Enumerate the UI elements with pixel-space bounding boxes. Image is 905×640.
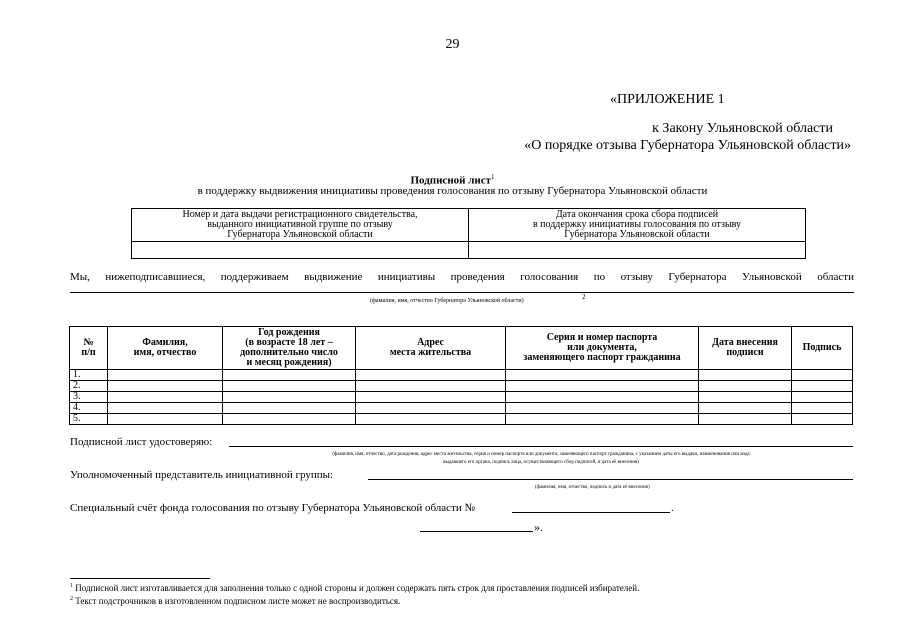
row-number: 2.	[70, 381, 108, 392]
header-passport	[506, 327, 699, 370]
header-line: заменяющего паспорт гражданина	[523, 352, 681, 363]
cell-signature-date[interactable]	[699, 370, 792, 381]
sheet-title-text: Подписной лист	[410, 174, 492, 187]
table-row	[70, 392, 853, 403]
footnote-divider	[70, 578, 210, 579]
cell-birth-year[interactable]	[223, 414, 356, 425]
representative-hint: (фамилия, имя, отчество, подпись и дата её внесения)	[535, 485, 650, 490]
cell-full-name[interactable]	[108, 370, 223, 381]
footnote-text: Текст подстрочников в изготовленном подписном листе может не воспроизводиться.	[75, 596, 401, 606]
header-line: п/п	[81, 347, 96, 358]
certification-line[interactable]	[229, 446, 853, 447]
header-line: Серия и номер паспорта	[546, 332, 658, 343]
header-birth-year	[223, 327, 356, 370]
table-row	[70, 414, 853, 425]
footnote-1	[70, 583, 639, 593]
cell-signature[interactable]	[792, 370, 853, 381]
registration-header-cell	[132, 209, 469, 242]
certification-hint-line1: (фамилия, имя, отчество, дата рождения, адрес места жительства, серия и номер паспорта или документа, заменяющего паспорт гражданина, с указанием даты его выдачи, наименования или кода	[332, 452, 750, 457]
appendix-title: «ПРИЛОЖЕНИЕ 1	[610, 92, 725, 107]
cell-full-name[interactable]	[108, 392, 223, 403]
cell-birth-year[interactable]	[223, 403, 356, 414]
footnote-number: 1	[70, 583, 73, 589]
registration-header-line: Губернатора Ульяновской области	[227, 229, 373, 240]
header-line: или документа,	[567, 342, 637, 353]
footnote-text: Подписной лист изготавливается для заполнения только с одной стороны и должен содержать пять строк для проставления подписей избирателей.	[75, 583, 640, 593]
footnote-number: 2	[70, 596, 73, 602]
cell-birth-year[interactable]	[223, 370, 356, 381]
cell-full-name[interactable]	[108, 403, 223, 414]
cell-birth-year[interactable]	[223, 392, 356, 403]
cell-birth-year[interactable]	[223, 381, 356, 392]
cell-signature[interactable]	[792, 414, 853, 425]
cell-signature[interactable]	[792, 381, 853, 392]
header-line: Адрес	[417, 337, 444, 348]
governor-name-hint: (фамилия, имя, отчество Губернатора Ульяновской области)	[370, 298, 524, 304]
cell-address[interactable]	[356, 403, 506, 414]
law-reference-line2: «О порядке отзыва Губернатора Ульяновской области»	[524, 138, 851, 153]
law-reference-line1: к Закону Ульяновской области	[652, 121, 833, 136]
cell-signature-date[interactable]	[699, 381, 792, 392]
cell-passport[interactable]	[506, 392, 699, 403]
table-row	[70, 370, 853, 381]
closing-line	[420, 531, 533, 532]
representative-line[interactable]	[368, 479, 853, 480]
representative-label: Уполномоченный представитель инициативной группы:	[70, 469, 334, 481]
cell-signature[interactable]	[792, 392, 853, 403]
cell-address[interactable]	[356, 381, 506, 392]
registration-table	[131, 208, 806, 259]
closing-quote: ».	[534, 520, 543, 534]
header-line: имя, отчество	[133, 347, 197, 358]
cell-full-name[interactable]	[108, 414, 223, 425]
cell-address[interactable]	[356, 392, 506, 403]
footnote-ref-2: 2	[582, 293, 586, 301]
signature-table-header	[70, 327, 853, 370]
cell-signature-date[interactable]	[699, 403, 792, 414]
header-number	[70, 327, 108, 370]
account-number-line[interactable]	[512, 512, 670, 513]
header-full-name	[108, 327, 223, 370]
registration-value-cell[interactable]	[132, 242, 469, 259]
row-number: 5.	[70, 414, 108, 425]
row-number: 4.	[70, 403, 108, 414]
sheet-subtitle: в поддержку выдвижения инициативы проведения голосования по отзыву Губернатора Ульяновской области	[197, 185, 708, 197]
header-line: места жительства	[389, 347, 472, 358]
cell-signature-date[interactable]	[699, 392, 792, 403]
deadline-value-cell[interactable]	[469, 242, 806, 259]
table-row	[70, 403, 853, 414]
account-label: Специальный счёт фонда голосования по отзыву Губернатора Ульяновской области №	[70, 502, 476, 514]
registration-header-line: выданного инициативной группе по отзыву	[207, 219, 393, 230]
deadline-header-line: Губернатора Ульяновской области	[564, 229, 710, 240]
certification-hint	[229, 451, 853, 467]
row-number: 3.	[70, 392, 108, 403]
certification-label: Подписной лист удостоверяю:	[70, 436, 213, 448]
registration-header-line: Номер и дата выдачи регистрационного свидетельства,	[182, 209, 418, 220]
header-line: №	[83, 337, 94, 348]
header-line: Год рождения	[258, 327, 320, 338]
page-number: 29	[445, 37, 460, 52]
signature-table	[69, 326, 853, 425]
cell-passport[interactable]	[506, 414, 699, 425]
header-line: (в возрасте 18 лет –	[245, 337, 333, 348]
certification-hint-line2: выдавшего его органа, подпись лица, осуществляющего сбор подписей, и дата её внесения)	[443, 460, 639, 465]
header-line: Подпись	[802, 342, 842, 353]
header-line: и месяц рождения)	[246, 357, 332, 368]
cell-address[interactable]	[356, 414, 506, 425]
footnote-ref-1: 1	[491, 173, 495, 181]
account-end-mark: .	[671, 502, 674, 514]
deadline-header-line: Дата окончания срока сбора подписей	[555, 209, 719, 220]
header-line: дополнительно число	[240, 347, 338, 358]
support-statement: Мы, нижеподписавшиеся, поддерживаем выдвижение инициативы проведения голосования по отзыву Губернатора Ульяновской области	[70, 271, 854, 283]
header-signature	[792, 327, 853, 370]
deadline-header-line: в поддержку инициативы голосования по отзыву	[532, 219, 742, 230]
cell-signature[interactable]	[792, 403, 853, 414]
cell-passport[interactable]	[506, 370, 699, 381]
header-line: Фамилия,	[142, 337, 188, 348]
table-row	[70, 381, 853, 392]
cell-address[interactable]	[356, 370, 506, 381]
header-line: Дата внесения	[712, 337, 778, 348]
header-address	[356, 327, 506, 370]
row-number: 1.	[70, 370, 108, 381]
footnote-2	[70, 596, 400, 606]
governor-name-line[interactable]	[70, 292, 854, 293]
deadline-header-cell	[469, 209, 806, 242]
cell-passport[interactable]	[506, 403, 699, 414]
cell-passport[interactable]	[506, 381, 699, 392]
header-signature-date	[699, 327, 792, 370]
cell-signature-date[interactable]	[699, 414, 792, 425]
header-line: подписи	[726, 347, 764, 358]
cell-full-name[interactable]	[108, 381, 223, 392]
